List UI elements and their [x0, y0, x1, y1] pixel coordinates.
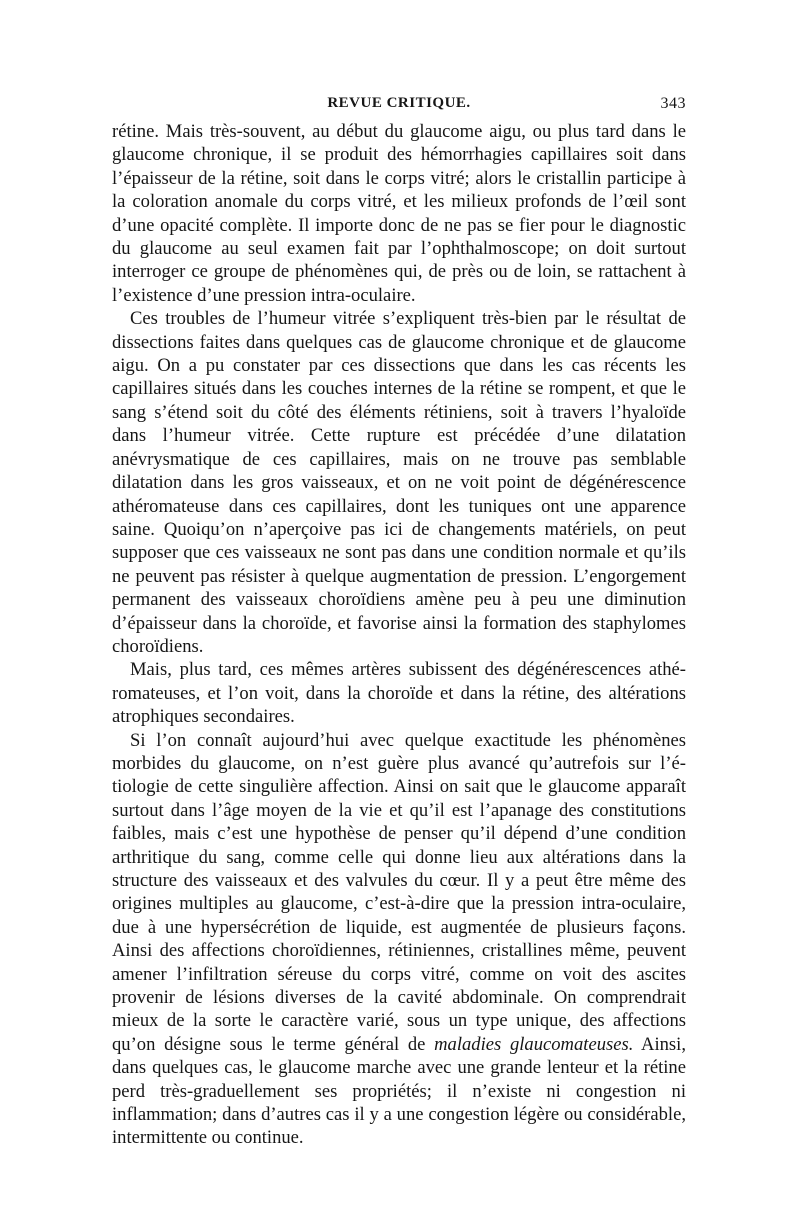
book-page [112, 90, 686, 1150]
paragraph-continuation: rétine. Mais très-souvent, au début du glaucome aigu, ou plus tard dans le glaucome chronique, il se produit des hémorrhagies capillaires soit dans l’épaisseur de la rétine, soit dans le corps vitré; alors le cristallin participe à la coloration anomale du corps vitré, et les milieux profonds de l’œil sont d’une opacité complète. Il importe donc de ne pas se fier pour le diagnostic du glaucome au seul examen fait par l’ophthalmoscope; on doit surtout interroger ce groupe de phénomènes qui, de près ou de loin, se rattachent à l’existence d’une pression intra-oculaire. [112, 121, 686, 306]
running-title: REVUE CRITIQUE. [327, 95, 471, 111]
page-number: 343 [660, 95, 686, 112]
body-text [112, 120, 686, 1150]
paragraph-vitreous-humour: Ces troubles de l’humeur vitrée s’expliquent très-bien par le résultat de dissections faites dans quelques cas de glaucome chronique et de glaucome aigu. On a pu constater par ces dissections que dans les cas récents les capillaires situés dans les couches internes de la rétine se rompent, et que le sang s’étend soit du côté des éléments rétiniens, soit à travers l’hyaloïde dans l’humeur vitrée. Cette rupture est précédée d’une dilatation anévrysmatique de ces capillaires, mais on ne trouve pas semblable dilatation dans les gros vaisseaux, et on ne voit point de dégénérescence athéromateuse dans ces capillaires, dont les tuniques ont une apparence saine. Quoiqu’on n’aperçoive pas ici de changements matériels, on peut supposer que ces vaisseaux ne sont pas dans une condition normale et qu’ils ne peuvent pas résister à quelque augmentation de pression. L’engorgement permanent des vaisseaux choroïdiens amène peu à peu une diminution d’épaisseur dans la choroïde, et favorise ainsi la formation des staphylomes choroïdiens. [112, 308, 686, 657]
italic-term: maladies glaucomateuses. [434, 1033, 634, 1055]
etiology-text-after: Ainsi, dans quelques cas, le glaucome marche avec une grande lenteur et la rétine perd très-graduellement ses propriétés; il n’existe ni congestion ni inflammation; dans d’autres cas il y a une congestion légère ou considérable, intermittente ou continue. [112, 1033, 686, 1149]
running-head [112, 90, 686, 120]
paragraph-atheromatous-changes: Mais, plus tard, ces mêmes artères subissent des dégénérescences athéromateuses, et l’on voit, dans la choroïde et dans la rétine, des altérations atrophiques secondaires. [112, 659, 686, 728]
etiology-text-before: Si l’on connaît aujourd’hui avec quelque exactitude les phénomènes morbides du glaucome, on n’est guère plus avancé qu’autrefois sur l’étiologie de cette singulière affection. Ainsi on sait que le glaucome apparaît surtout dans l’âge moyen de la vie et qu’il est l’apanage des constitutions faibles, mais c’est une hypothèse de penser qu’il dépend d’une condition arthritique du sang, comme celle qui donne lieu aux altérations dans la structure des vaisseaux et des valvules du cœur. Il y a peut être même des origines multiples au glaucome, c’est-à-dire que la pression intra-oculaire, due à une hypersécrétion de liquide, est augmentée de plusieurs façons. Ainsi des affections choroïdiennes, rétiniennes, cristallines même, peuvent amener l’infiltration séreuse du corps vitré, comme on voit des ascites provenir de lésions diverses de la cavité abdominale. On comprendrait mieux de la sorte le caractère varié, sous un type unique, des affections qu’on désigne sous le terme général de [112, 729, 686, 1055]
paragraph-etiology [112, 729, 686, 1150]
